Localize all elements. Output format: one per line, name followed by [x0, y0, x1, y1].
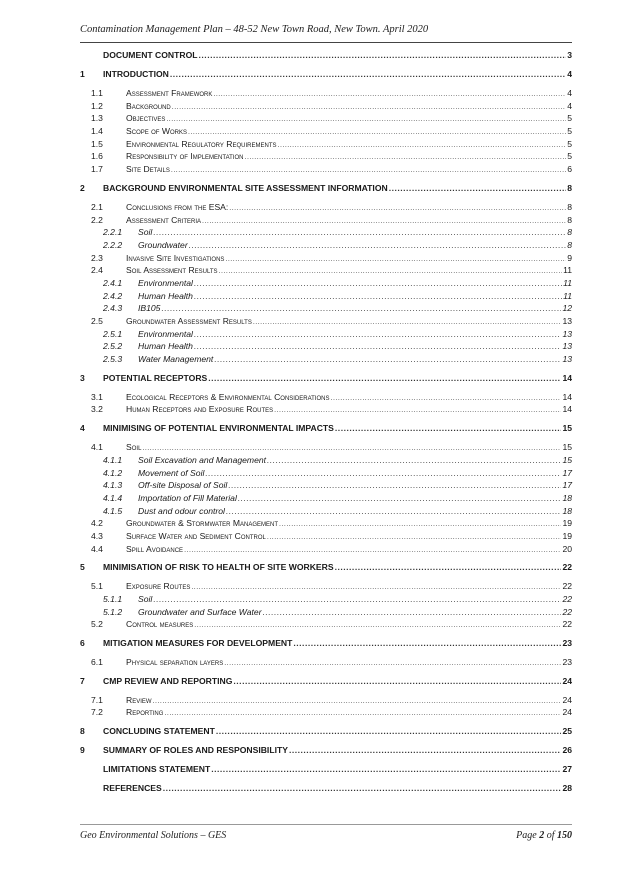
toc-section-entry[interactable]	[80, 164, 572, 177]
toc-entry-page: 22	[562, 619, 572, 630]
page-total: 150	[557, 830, 572, 841]
toc-entry-page: 19	[562, 530, 572, 541]
toc-dot-leader	[226, 506, 561, 516]
toc-entry-title: Off-site Disposal of Soil	[138, 480, 228, 491]
toc-entry-title: Movement of Soil	[138, 467, 205, 478]
toc-entry-page: 5	[567, 126, 572, 137]
toc-subsection-entry[interactable]	[80, 291, 572, 304]
page-current: 2	[539, 830, 545, 841]
footer-page-number	[516, 830, 572, 841]
page-prefix: Page	[516, 830, 540, 841]
toc-entry-number: 4.1.3	[103, 480, 123, 491]
toc-dot-leader	[225, 253, 566, 263]
toc-entry-number: 5	[80, 562, 85, 573]
toc-chapter-entry[interactable]	[80, 726, 572, 739]
toc-entry-title: Site Details	[126, 164, 170, 175]
toc-entry-page: 18	[562, 505, 572, 516]
toc-subsection-entry[interactable]	[80, 278, 572, 291]
toc-entry-number: 2.2.1	[103, 227, 123, 238]
toc-dot-leader	[335, 423, 562, 433]
toc-entry-title: Assessment Framework	[126, 88, 213, 98]
toc-dot-leader	[164, 707, 561, 717]
toc-subsection-entry[interactable]	[80, 594, 572, 607]
toc-entry-number: 4.4	[91, 543, 103, 554]
toc-entry-page: 5	[567, 113, 572, 124]
toc-section-entry[interactable]	[80, 101, 572, 114]
toc-entry-page: 22	[562, 581, 572, 592]
toc-entry-title: Soil Assessment Results	[126, 265, 218, 276]
toc-dot-leader	[263, 607, 562, 617]
footer-rule	[80, 824, 572, 825]
toc-entry-title: Dust and odour control	[138, 505, 225, 516]
toc-entry-number: 2	[80, 182, 85, 193]
toc-entry-page: 14	[562, 372, 572, 383]
toc-entry-number: 4.1.1	[103, 454, 123, 465]
toc-dot-leader	[213, 88, 566, 98]
toc-entry-title: Surface Water and Sediment Control	[126, 530, 266, 541]
toc-dot-leader	[211, 764, 561, 774]
toc-entry-page: 18	[562, 492, 572, 503]
toc-dot-leader	[267, 531, 562, 541]
toc-dot-leader	[233, 676, 561, 686]
toc-entry-title: Water Management	[138, 354, 214, 365]
toc-subsection-entry[interactable]	[80, 354, 572, 367]
toc-entry-title: Soil	[126, 442, 142, 453]
toc-dot-leader	[205, 468, 561, 478]
toc-entry-page: 14	[562, 391, 572, 402]
toc-entry-page: 13	[562, 341, 572, 352]
toc-entry-number: 1	[80, 69, 85, 79]
toc-section-entry[interactable]	[80, 581, 572, 594]
toc-chapter-entry[interactable]	[80, 423, 572, 436]
toc-subsection-entry[interactable]	[80, 227, 572, 240]
toc-subsection-entry[interactable]	[80, 303, 572, 316]
toc-entry-number: 2.5.2	[103, 341, 123, 352]
toc-entry-page: 13	[562, 328, 572, 339]
toc-entry-number: 4.3	[91, 530, 103, 541]
toc-subsection-entry[interactable]	[80, 341, 572, 354]
toc-entry-page: 5	[567, 138, 572, 149]
toc-entry-title: Invasive Site Investigations	[126, 252, 225, 263]
toc-section-entry[interactable]	[80, 619, 572, 632]
toc-entry-number: 7.2	[91, 707, 103, 718]
toc-section-entry[interactable]	[80, 657, 572, 670]
toc-entry-number: 2.3	[91, 252, 103, 263]
toc-entry-number: 3.2	[91, 404, 103, 415]
toc-entry-page: 8	[567, 239, 572, 250]
toc-dot-leader	[335, 562, 562, 572]
toc-dot-leader	[224, 657, 561, 667]
toc-entry-title: Groundwater	[138, 239, 188, 250]
toc-entry-title: Human Health	[138, 290, 193, 301]
toc-entry-title: Soil	[138, 227, 153, 238]
toc-entry-number: 2.4.3	[103, 303, 123, 314]
toc-entry-title: Responsibility of Implementation	[126, 151, 244, 162]
toc-entry-number: 5.1.1	[103, 594, 123, 604]
toc-chapter-entry[interactable]	[80, 764, 572, 777]
toc-entry-title: Human Health	[138, 341, 193, 352]
toc-entry-title: Human Receptors and Exposure Routes	[126, 404, 274, 415]
toc-entry-page: 13	[562, 316, 572, 326]
toc-entry-page: 24	[562, 675, 572, 686]
toc-entry-page: 11	[563, 277, 572, 288]
toc-section-entry[interactable]	[80, 151, 572, 164]
toc-entry-page: 15	[562, 442, 572, 453]
toc-entry-title: Exposure Routes	[126, 581, 191, 592]
toc-entry-page: 26	[562, 745, 572, 756]
toc-dot-leader	[191, 581, 561, 591]
toc-entry-title: Assessment Criteria	[126, 214, 202, 225]
toc-dot-leader	[389, 183, 567, 193]
toc-entry-page: 20	[562, 543, 572, 554]
toc-dot-leader	[219, 265, 563, 275]
toc-entry-number: 4	[80, 423, 85, 434]
toc-entry-number: 5.2	[91, 619, 103, 630]
toc-entry-title: Spill Avoidance	[126, 543, 184, 554]
toc-entry-title: Importation of Fill Material	[138, 492, 237, 503]
toc-entry-title: MITIGATION MEASURES FOR DEVELOPMENT	[103, 638, 293, 649]
toc-entry-number: 8	[80, 726, 85, 737]
toc-entry-title: SUMMARY OF ROLES AND RESPONSIBILITY	[103, 745, 288, 756]
toc-section-entry[interactable]	[80, 265, 572, 278]
toc-subsection-entry[interactable]	[80, 240, 572, 253]
toc-dot-leader	[216, 726, 562, 736]
toc-entry-number: 4.1.2	[103, 467, 123, 478]
toc-chapter-entry[interactable]	[80, 183, 572, 196]
toc-entry-page: 12	[562, 303, 572, 314]
toc-entry-page: 9	[567, 252, 572, 263]
toc-dot-leader	[228, 480, 561, 490]
toc-entry-page: 24	[562, 707, 572, 718]
toc-entry-number: 1.4	[91, 126, 103, 137]
toc-chapter-entry[interactable]	[80, 562, 572, 575]
toc-entry-page: 27	[562, 764, 572, 775]
toc-entry-title: Groundwater & Stormwater Management	[126, 518, 279, 529]
toc-chapter-entry[interactable]	[80, 373, 572, 386]
toc-subsection-entry[interactable]	[80, 455, 572, 468]
footer-company: Geo Environmental Solutions – GES	[80, 830, 227, 841]
toc-entry-page: 11	[563, 265, 572, 276]
toc-dot-leader	[171, 164, 566, 174]
toc-subsection-entry[interactable]	[80, 480, 572, 493]
toc-section-entry[interactable]	[80, 253, 572, 266]
toc-section-entry[interactable]	[80, 316, 572, 329]
toc-section-entry[interactable]	[80, 113, 572, 126]
toc-section-entry[interactable]	[80, 215, 572, 228]
toc-entry-number: 4.1.4	[103, 492, 123, 503]
toc-dot-leader	[161, 303, 561, 313]
toc-chapter-entry[interactable]	[80, 676, 572, 689]
toc-entry-title: Scope of Works	[126, 126, 187, 137]
toc-entry-title: CONCLUDING STATEMENT	[103, 726, 215, 737]
toc-dot-leader	[194, 341, 562, 351]
toc-entry-page: 11	[563, 290, 572, 301]
toc-entry-title: Soil Excavation and Management	[138, 454, 267, 465]
toc-dot-leader	[274, 404, 561, 414]
toc-entry-number: 2.4.1	[103, 277, 123, 288]
toc-entry-page: 14	[562, 404, 572, 415]
toc-entry-page: 8	[567, 201, 572, 212]
toc-entry-number: 3.1	[91, 391, 103, 402]
toc-entry-title: Groundwater Assessment Results	[126, 316, 252, 326]
toc-subsection-entry[interactable]	[80, 468, 572, 481]
toc-entry-number: 2.5.3	[103, 354, 123, 365]
toc-dot-leader	[194, 329, 562, 339]
toc-section-entry[interactable]	[80, 202, 572, 215]
toc-entry-title: CMP REVIEW AND REPORTING	[103, 675, 233, 686]
toc-dot-leader	[184, 544, 561, 554]
toc-entry-title: IB105	[138, 303, 161, 314]
toc-entry-number: 5.1	[91, 581, 103, 592]
toc-entry-page: 24	[562, 694, 572, 705]
toc-entry-page: 15	[562, 454, 572, 465]
toc-dot-leader	[153, 695, 562, 705]
toc-entry-title: Ecological Receptors & Environmental Considerations	[126, 391, 330, 402]
toc-entry-page: 3	[567, 50, 572, 60]
toc-dot-leader	[170, 69, 566, 79]
toc-dot-leader	[202, 215, 566, 225]
toc-entry-page: 8	[567, 182, 572, 193]
header-rule	[80, 42, 572, 43]
toc-entry-number: 6.1	[91, 657, 103, 668]
toc-entry-title: BACKGROUND ENVIRONMENTAL SITE ASSESSMENT INFORMATION	[103, 182, 388, 193]
toc-entry-page: 19	[562, 518, 572, 529]
toc-dot-leader	[245, 151, 567, 161]
toc-entry-title: Soil	[138, 594, 153, 604]
toc-chapter-entry[interactable]	[80, 50, 572, 63]
toc-entry-number: 1.7	[91, 164, 103, 175]
toc-dot-leader	[194, 291, 562, 301]
toc-chapter-entry[interactable]	[80, 638, 572, 651]
toc-dot-leader	[229, 202, 566, 212]
toc-entry-number: 4.1.5	[103, 505, 123, 516]
toc-dot-leader	[153, 594, 561, 604]
toc-entry-number: 2.5	[91, 316, 103, 326]
toc-section-entry[interactable]	[80, 531, 572, 544]
toc-entry-number: 2.2	[91, 214, 103, 225]
toc-entry-number: 9	[80, 745, 85, 756]
running-header: Contamination Management Plan – 48-52 New Town Road, New Town. April 2020	[80, 24, 429, 35]
toc-section-entry[interactable]	[80, 88, 572, 101]
toc-entry-page: 4	[567, 100, 572, 111]
toc-dot-leader	[214, 354, 561, 364]
toc-entry-page: 25	[562, 726, 572, 737]
toc-section-entry[interactable]	[80, 544, 572, 557]
toc-dot-leader	[189, 240, 567, 250]
toc-dot-leader	[199, 50, 567, 60]
toc-subsection-entry[interactable]	[80, 506, 572, 519]
toc-entry-page: 17	[562, 480, 572, 491]
toc-section-entry[interactable]	[80, 518, 572, 531]
toc-entry-page: 6	[567, 164, 572, 175]
toc-entry-page: 13	[562, 354, 572, 365]
toc-entry-title: MINIMISATION OF RISK TO HEALTH OF SITE WORKERS	[103, 562, 334, 573]
toc-dot-leader	[142, 442, 561, 452]
toc-chapter-entry[interactable]	[80, 69, 572, 82]
toc-entry-title: Conclusions from the ESA:	[126, 201, 229, 212]
toc-entry-title: Environmental	[138, 277, 193, 288]
toc-entry-number: 2.4	[91, 265, 103, 276]
toc-entry-page: 15	[562, 423, 572, 434]
toc-entry-title: REFERENCES	[103, 783, 162, 794]
toc-entry-number: 1.1	[91, 88, 103, 98]
toc-entry-title: Environmental	[138, 328, 193, 339]
toc-entry-number: 1.2	[91, 100, 103, 111]
toc-entry-title: Background	[126, 100, 171, 111]
toc-entry-page: 22	[562, 606, 572, 617]
toc-dot-leader	[253, 316, 562, 326]
toc-entry-page: 23	[562, 638, 572, 649]
toc-entry-number: 1.3	[91, 113, 103, 124]
toc-entry-title: Control measures	[126, 619, 194, 630]
toc-entry-page: 5	[567, 151, 572, 162]
toc-entry-number: 2.4.2	[103, 290, 123, 301]
toc-chapter-entry[interactable]	[80, 745, 572, 758]
toc-entry-number: 7.1	[91, 694, 103, 705]
toc-section-entry[interactable]	[80, 695, 572, 708]
toc-section-entry[interactable]	[80, 707, 572, 720]
toc-dot-leader	[238, 493, 562, 503]
toc-entry-page: 4	[567, 69, 572, 79]
toc-entry-title: MINIMISING OF POTENTIAL ENVIRONMENTAL IMPACTS	[103, 423, 334, 434]
toc-entry-number: 7	[80, 675, 85, 686]
toc-section-entry[interactable]	[80, 404, 572, 417]
toc-dot-leader	[163, 783, 562, 793]
toc-dot-leader	[331, 392, 562, 402]
toc-dot-leader	[153, 227, 566, 237]
toc-entry-title: Environmental Regulatory Requirements	[126, 138, 277, 149]
toc-entry-page: 23	[562, 657, 572, 668]
toc-entry-number: 2.2.2	[103, 239, 123, 250]
toc-dot-leader	[293, 638, 561, 648]
toc-entry-page: 8	[567, 227, 572, 238]
toc-dot-leader	[194, 619, 561, 629]
toc-dot-leader	[194, 278, 562, 288]
toc-dot-leader	[208, 373, 561, 383]
toc-entry-number: 6	[80, 638, 85, 649]
toc-entry-number: 2.5.1	[103, 328, 123, 339]
toc-entry-page: 22	[562, 594, 572, 604]
toc-entry-title: POTENTIAL RECEPTORS	[103, 372, 208, 383]
toc-dot-leader	[188, 126, 566, 136]
toc-dot-leader	[278, 139, 567, 149]
toc-entry-page: 8	[567, 214, 572, 225]
toc-entry-title: Physical separation layers	[126, 657, 224, 668]
page-footer	[80, 830, 572, 841]
toc-entry-page: 17	[562, 467, 572, 478]
toc-entry-title: Review	[126, 694, 152, 705]
toc-chapter-entry[interactable]	[80, 783, 572, 796]
toc-entry-title: Objectives	[126, 113, 166, 124]
toc-entry-number: 4.2	[91, 518, 103, 529]
toc-dot-leader	[166, 113, 566, 123]
toc-subsection-entry[interactable]	[80, 329, 572, 342]
page-sep: of	[544, 830, 557, 841]
toc-section-entry[interactable]	[80, 139, 572, 152]
toc-entry-number: 5.1.2	[103, 606, 123, 617]
toc-dot-leader	[289, 745, 562, 755]
toc-entry-number: 3	[80, 372, 85, 383]
toc-dot-leader	[267, 455, 561, 465]
toc-section-entry[interactable]	[80, 442, 572, 455]
toc-entry-title: DOCUMENT CONTROL	[103, 50, 198, 60]
toc-entry-number: 1.6	[91, 151, 103, 162]
toc-entry-page: 4	[567, 88, 572, 98]
toc-entry-title: Groundwater and Surface Water	[138, 606, 262, 617]
toc-entry-title: LIMITATIONS STATEMENT	[103, 764, 211, 775]
toc-entry-number: 2.1	[91, 201, 103, 212]
toc-subsection-entry[interactable]	[80, 493, 572, 506]
toc-entry-page: 22	[562, 562, 572, 573]
toc-entry-number: 4.1	[91, 442, 103, 453]
toc-dot-leader	[172, 101, 566, 111]
toc-dot-leader	[279, 518, 561, 528]
table-of-contents	[80, 50, 572, 796]
toc-section-entry[interactable]	[80, 126, 572, 139]
toc-subsection-entry[interactable]	[80, 607, 572, 620]
toc-entry-page: 28	[562, 783, 572, 794]
toc-entry-title: Reporting	[126, 707, 164, 718]
toc-section-entry[interactable]	[80, 392, 572, 405]
toc-entry-number: 1.5	[91, 138, 103, 149]
toc-entry-title: INTRODUCTION	[103, 69, 169, 79]
